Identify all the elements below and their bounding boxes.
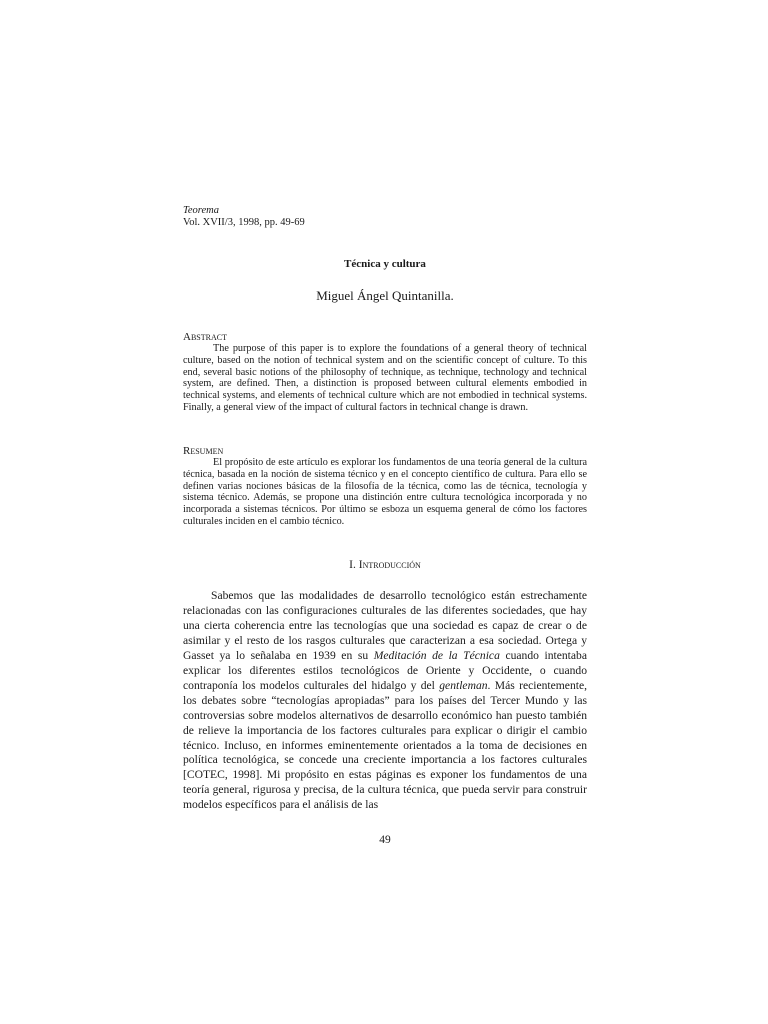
body-italic-title: Meditación de la Técnica: [373, 648, 500, 662]
journal-header: [183, 205, 305, 229]
body-text-part-2: cuando intentaba explicar los diferentes estilos tecnológicos de Oriente y Occidente, o cuando contraponía los modelos culturales del hidalgo y del: [183, 648, 587, 692]
paper-title: Técnica y cultura: [344, 258, 426, 270]
body-text-block: [183, 589, 587, 813]
resumen-text: El propósito de este artículo es explorar los fundamentos de una teoría general de la cultura técnica, basada en la noción de sistema técnico y en el concepto científico de cultura. Para ello se definen varias nociones básicas de la filosofía de la técnica, como las de técnica, tecnología y sistema técnico. Además, se propone una distinción entre cultura tecnológica incorporada y no incorporada a sistemas técnicos. Por último se esboza un esquema general de cómo los factores culturales inciden en el cambio técnico.: [183, 457, 587, 527]
resumen-block: [183, 445, 587, 528]
paper-author: Miguel Ángel Quintanilla.: [316, 288, 454, 303]
resumen-heading: Resumen: [183, 445, 224, 457]
page-number: 49: [379, 834, 391, 846]
abstract-block: [183, 331, 587, 414]
section-heading: I. Introducción: [349, 559, 421, 571]
journal-issue: Vol. XVII/3, 1998, pp. 49-69: [183, 217, 305, 228]
body-paragraph: [183, 589, 587, 813]
abstract-text: The purpose of this paper is to explore the foundations of a general theory of technical culture, based on the notion of technical system and on the scientific concept of culture. To this end, several basic notions of the philosophy of technique, as technique, technology and technical system, are defined. Then, a distinction is proposed between cultural elements embodied in technical systems, and elements of technical culture which are not embodied in technical systems. Finally, a general view of the impact of cultural factors in technical change is drawn.: [183, 343, 587, 413]
body-text-part-3: . Más recientemente, los debates sobre “tecnologías apropiadas” para los países del Tercer Mundo y las controversias sobre modelos alternativos de desarrollo económico han puesto también de relieve la importancia de los factores culturales para explicar o dirigir el cambio técnico. Incluso, en informes eminentemente orientados a la toma de decisiones en política tecnológica, se concede una creciente importancia a los factores culturales [COTEC, 1998]. Mi propósito en estas páginas es exponer los fundamentos de una teoría general, rigurosa y precisa, de la cultura técnica, que pueda servir para construir modelos específicos para el análisis de las: [183, 678, 588, 812]
body-text-part-1: Sabemos que las modalidades de desarrollo tecnológico están estrechamente relacionadas con las configuraciones culturales de las diferentes sociedades, que hay una cierta coherencia entre las tecnologías que una sociedad es capaz de crear o de asimilar y el resto de los rasgos culturales que caracterizan a esa sociedad. Ortega y Gasset ya lo señalaba en 1939 en su: [183, 589, 587, 662]
journal-name: Teorema: [183, 205, 219, 216]
abstract-heading: Abstract: [183, 331, 227, 343]
body-italic-term: gentleman: [439, 678, 488, 692]
